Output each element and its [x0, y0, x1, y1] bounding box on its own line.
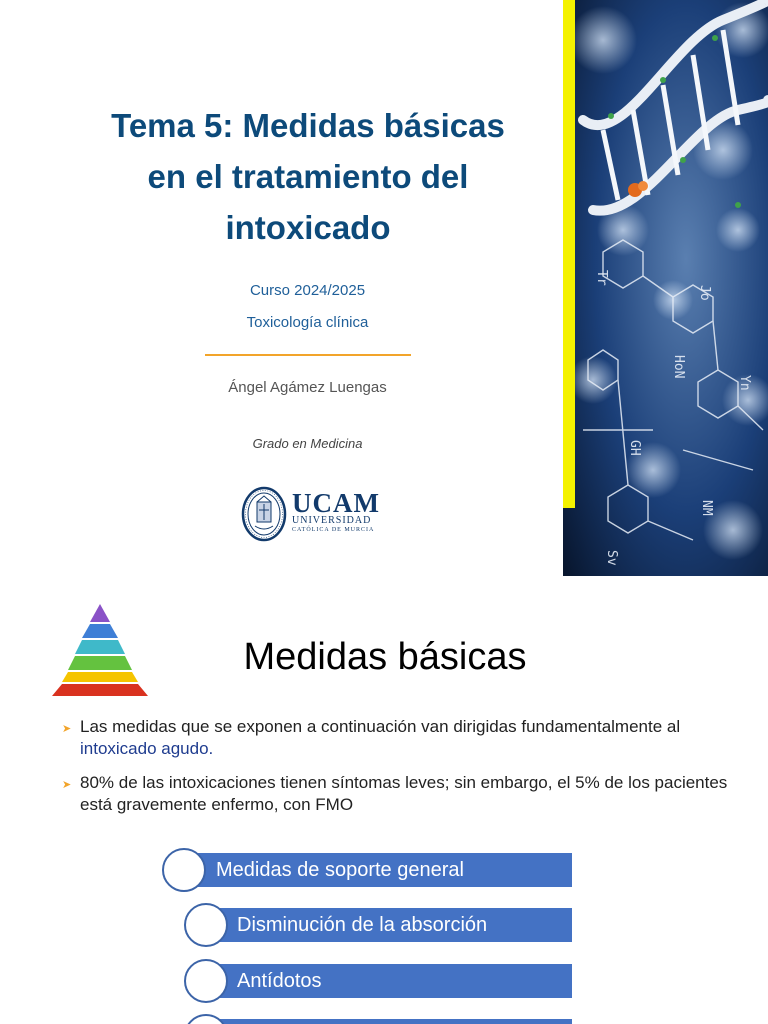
bullet-1-text: Las medidas que se exponen a continuación van dirigidas fundamentalmente al	[80, 717, 681, 736]
dna-artwork-image	[563, 0, 768, 576]
bullet-item-1	[62, 716, 742, 760]
svg-text:Jo: Jo	[697, 285, 712, 301]
step-1-marker	[162, 848, 206, 892]
step-1: Medidas de soporte general	[184, 853, 572, 887]
step-2-marker	[184, 903, 228, 947]
svg-text:NM: NM	[699, 500, 714, 516]
divider-line	[205, 354, 411, 356]
svg-text:HoN: HoN	[671, 355, 686, 379]
logo-sub-text: UNIVERSIDAD	[292, 515, 372, 526]
accent-bar	[563, 0, 575, 508]
svg-text:Yn: Yn	[737, 375, 752, 391]
title-line-3: intoxicado	[225, 209, 391, 246]
bullet-arrow-icon: ➤	[62, 723, 72, 735]
step-2: Disminución de la absorción	[206, 908, 572, 942]
slide-heading: Medidas básicas	[243, 636, 527, 678]
bullet-arrow-icon: ➤	[62, 779, 72, 791]
slide-title	[80, 100, 536, 253]
bullet-2-text: 80% de las intoxicaciones tienen síntomas leves; sin embargo, el 5% de los pacientes está gravemente enfermo, con FMO	[80, 773, 728, 814]
svg-text:GH: GH	[627, 440, 642, 456]
pyramid-icon	[52, 604, 148, 696]
title-line-1: Tema 5: Medidas básicas	[111, 107, 505, 144]
svg-text:Tr: Tr	[594, 270, 609, 286]
course-label: Curso 2024/2025	[249, 282, 366, 299]
step-3: Antídotos	[206, 964, 572, 998]
title-line-2: en el tratamiento del	[147, 158, 469, 195]
ucam-seal-icon	[241, 486, 287, 542]
author-name: Ángel Agámez Luengas	[228, 379, 387, 396]
subject-label: Toxicología clínica	[246, 314, 369, 331]
logo-sub2-text: CATÓLICA DE MURCIA	[292, 527, 375, 533]
logo-main-text: UCAM	[292, 488, 380, 518]
step-4-partial	[206, 1019, 572, 1024]
bullet-1-highlight: intoxicado agudo.	[80, 739, 214, 758]
bullet-item-2	[62, 772, 742, 816]
content-slide	[0, 584, 768, 1024]
ucam-logo	[292, 488, 380, 534]
degree-label: Grado en Medicina	[252, 436, 363, 451]
svg-text:Sv: Sv	[604, 550, 619, 566]
step-3-marker	[184, 959, 228, 1003]
